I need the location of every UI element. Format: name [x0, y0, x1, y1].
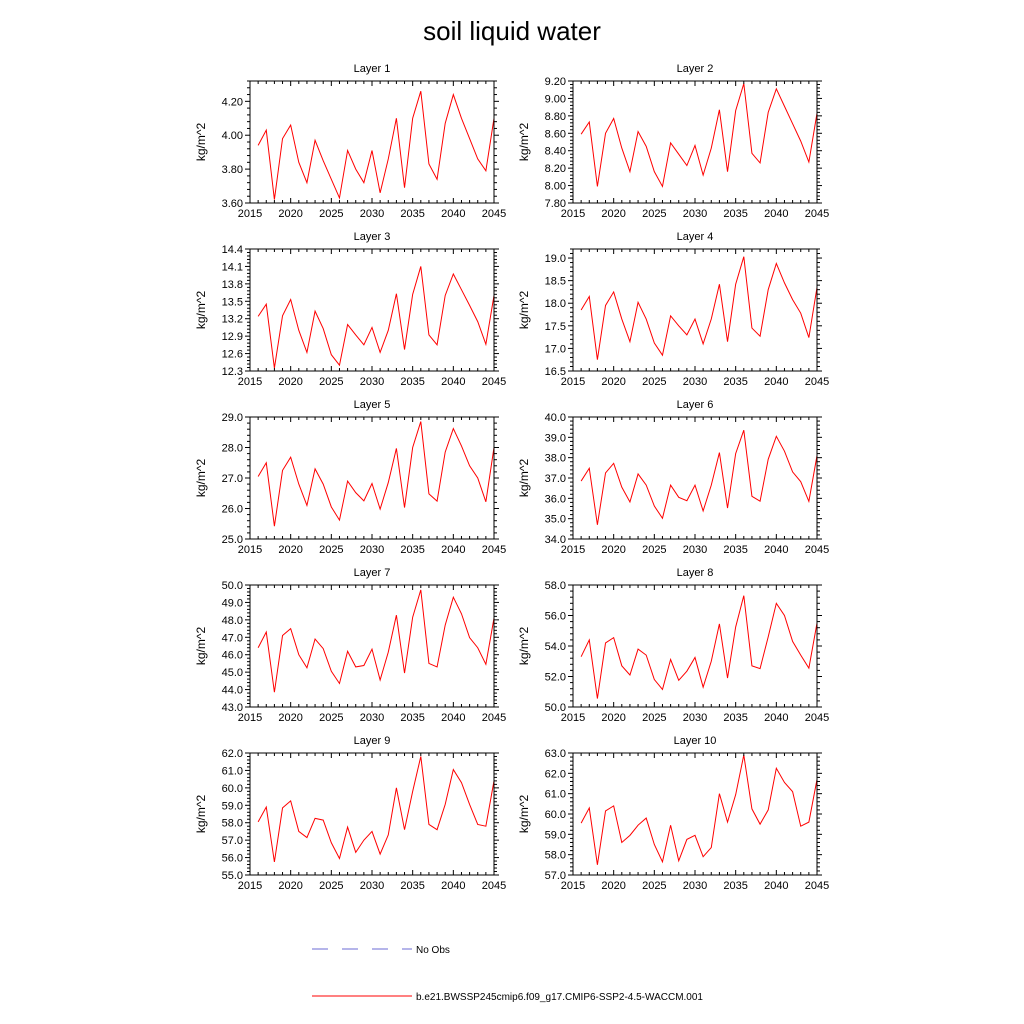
x-tick-label: 2045: [481, 376, 507, 388]
x-tick-label: 2035: [400, 208, 425, 220]
x-tick-label: 2030: [682, 376, 708, 388]
x-tick-label: 2020: [278, 376, 303, 388]
panel-title: Layer 7: [353, 567, 391, 579]
plot-frame: [573, 81, 817, 203]
series-line: [581, 84, 817, 187]
panel-title: Layer 5: [353, 399, 391, 411]
x-tick-label: 2045: [481, 712, 507, 724]
y-tick-label: 34.0: [544, 534, 566, 546]
y-tick-label: 62.0: [221, 748, 243, 760]
series-line: [258, 590, 494, 692]
y-tick-label: 45.0: [221, 667, 243, 680]
x-tick-label: 2035: [400, 880, 425, 892]
y-tick-label: 12.6: [221, 348, 243, 361]
y-tick-label: 59.0: [221, 800, 243, 813]
panel-layer-4: [517, 231, 829, 388]
x-tick-label: 2035: [400, 544, 425, 556]
x-tick-label: 2015: [560, 712, 586, 724]
y-tick-label: 8.40: [544, 145, 566, 158]
x-tick-label: 2015: [560, 208, 586, 220]
panel-title: Layer 3: [353, 231, 391, 243]
y-tick-label: 58.0: [544, 849, 566, 862]
y-tick-label: 35.0: [544, 513, 566, 526]
y-tick-label: 26.0: [221, 503, 243, 516]
plot-frame: [250, 81, 494, 203]
x-tick-label: 2030: [682, 712, 708, 724]
x-tick-label: 2025: [319, 880, 344, 892]
x-tick-label: 2030: [682, 208, 708, 220]
plot-frame: [250, 753, 494, 875]
y-tick-label: 8.20: [544, 163, 566, 176]
x-tick-label: 2025: [319, 544, 344, 556]
y-tick-label: 14.4: [221, 244, 243, 256]
y-tick-label: 46.0: [221, 649, 243, 662]
y-tick-label: 57.0: [544, 870, 566, 882]
x-tick-label: 2025: [642, 376, 667, 388]
series-line: [581, 257, 817, 360]
x-tick-label: 2015: [237, 712, 263, 724]
y-axis-label: kg/m^2: [517, 458, 531, 498]
y-tick-label: 18.0: [544, 298, 566, 311]
x-tick-label: 2035: [723, 880, 748, 892]
x-tick-label: 2030: [359, 880, 385, 892]
x-tick-label: 2040: [441, 376, 466, 388]
y-tick-label: 17.5: [544, 320, 566, 333]
y-tick-label: 9.20: [544, 76, 566, 88]
x-tick-label: 2040: [441, 208, 466, 220]
panel-title: Layer 10: [673, 735, 717, 747]
x-tick-label: 2030: [359, 376, 385, 388]
panel-layer-8: [517, 567, 829, 724]
x-tick-label: 2045: [481, 208, 507, 220]
x-tick-label: 2015: [560, 376, 586, 388]
y-tick-label: 16.5: [544, 366, 566, 378]
y-tick-label: 58.0: [544, 580, 566, 592]
legend-label-model: b.e21.BWSSP245cmip6.f09_g17.CMIP6-SSP2-4.5-WACCM.001: [416, 992, 703, 1003]
x-tick-label: 2030: [359, 544, 385, 556]
series-line: [581, 596, 817, 699]
y-axis-label: kg/m^2: [517, 122, 531, 162]
y-tick-label: 48.0: [221, 614, 243, 627]
x-tick-label: 2020: [278, 208, 303, 220]
panel-layer-10: [517, 735, 829, 892]
series-line: [258, 756, 494, 861]
plot-frame: [250, 417, 494, 539]
x-tick-label: 2015: [237, 880, 263, 892]
plot-frame: [250, 585, 494, 707]
x-tick-label: 2020: [601, 712, 626, 724]
y-tick-label: 39.0: [544, 432, 566, 445]
panel-layer-1: [194, 63, 506, 220]
y-tick-label: 52.0: [544, 671, 566, 684]
x-tick-label: 2020: [278, 712, 303, 724]
y-tick-label: 3.80: [221, 164, 243, 177]
y-tick-label: 61.0: [544, 788, 566, 801]
x-tick-label: 2035: [723, 544, 748, 556]
y-tick-label: 50.0: [221, 580, 243, 592]
panel-layer-7: [194, 567, 506, 724]
x-tick-label: 2020: [601, 376, 626, 388]
x-tick-label: 2045: [804, 544, 830, 556]
x-tick-label: 2030: [682, 880, 708, 892]
y-tick-label: 7.80: [544, 198, 566, 210]
legend: [312, 945, 703, 1003]
y-tick-label: 19.0: [544, 253, 566, 266]
y-tick-label: 27.0: [221, 473, 243, 485]
y-axis-label: kg/m^2: [194, 626, 208, 666]
y-tick-label: 28.0: [221, 442, 243, 455]
panel-layer-3: [194, 231, 506, 388]
y-tick-label: 62.0: [544, 768, 566, 781]
x-tick-label: 2045: [481, 880, 507, 892]
x-tick-label: 2025: [642, 880, 667, 892]
plot-frame: [573, 417, 817, 539]
y-tick-label: 44.0: [221, 684, 243, 697]
x-tick-label: 2020: [601, 544, 626, 556]
x-tick-label: 2045: [804, 376, 830, 388]
y-axis-label: kg/m^2: [194, 122, 208, 162]
y-tick-label: 50.0: [544, 702, 566, 714]
y-tick-label: 57.0: [221, 835, 243, 848]
y-tick-label: 36.0: [544, 493, 566, 506]
plot-frame: [573, 249, 817, 371]
y-tick-label: 60.0: [544, 809, 566, 821]
y-tick-label: 47.0: [221, 632, 243, 645]
x-tick-label: 2015: [237, 208, 263, 220]
y-axis-label: kg/m^2: [194, 290, 208, 330]
y-tick-label: 59.0: [544, 829, 566, 842]
x-tick-label: 2045: [804, 880, 830, 892]
y-tick-label: 56.0: [221, 852, 243, 865]
x-tick-label: 2035: [723, 712, 748, 724]
y-tick-label: 17.0: [544, 343, 566, 356]
y-tick-label: 13.8: [221, 278, 243, 291]
panel-layer-5: [194, 399, 506, 556]
y-tick-label: 61.0: [221, 765, 243, 778]
panel-layer-6: [517, 399, 829, 556]
x-tick-label: 2025: [319, 712, 344, 724]
x-tick-label: 2025: [319, 376, 344, 388]
panel-title: Layer 2: [676, 63, 714, 75]
x-tick-label: 2020: [601, 880, 626, 892]
y-axis-label: kg/m^2: [517, 794, 531, 834]
series-line: [581, 430, 817, 525]
x-tick-label: 2045: [804, 208, 830, 220]
y-axis-label: kg/m^2: [194, 794, 208, 834]
y-tick-label: 13.5: [221, 296, 243, 309]
plot-frame: [573, 585, 817, 707]
x-tick-label: 2045: [804, 712, 830, 724]
y-tick-label: 43.0: [221, 702, 243, 714]
y-tick-label: 25.0: [221, 534, 243, 546]
y-tick-label: 63.0: [544, 748, 566, 760]
x-tick-label: 2045: [481, 544, 507, 556]
x-tick-label: 2015: [560, 544, 586, 556]
y-tick-label: 8.60: [544, 128, 566, 141]
x-tick-label: 2040: [764, 376, 789, 388]
y-tick-label: 18.5: [544, 275, 566, 288]
x-tick-label: 2040: [441, 544, 466, 556]
figure-title: soil liquid water: [423, 16, 601, 46]
y-tick-label: 38.0: [544, 452, 566, 465]
y-tick-label: 4.20: [221, 96, 243, 109]
x-tick-label: 2020: [601, 208, 626, 220]
x-tick-label: 2035: [400, 712, 425, 724]
x-tick-label: 2030: [359, 712, 385, 724]
y-tick-label: 14.1: [221, 261, 243, 274]
panel-title: Layer 4: [676, 231, 714, 243]
y-axis-label: kg/m^2: [194, 458, 208, 498]
panel-title: Layer 1: [353, 63, 391, 75]
series-line: [258, 266, 494, 368]
series-line: [581, 755, 817, 865]
series-line: [258, 91, 494, 199]
plot-frame: [250, 249, 494, 371]
x-tick-label: 2040: [764, 880, 789, 892]
y-tick-label: 8.80: [544, 110, 566, 123]
x-tick-label: 2025: [642, 208, 667, 220]
panel-layer-9: [194, 735, 506, 892]
y-tick-label: 54.0: [544, 641, 566, 653]
x-tick-label: 2025: [642, 712, 667, 724]
x-tick-label: 2040: [764, 712, 789, 724]
x-tick-label: 2035: [723, 376, 748, 388]
x-tick-label: 2025: [642, 544, 667, 556]
x-tick-label: 2015: [237, 544, 263, 556]
y-tick-label: 29.0: [221, 412, 243, 424]
y-tick-label: 49.0: [221, 597, 243, 610]
x-tick-label: 2040: [764, 544, 789, 556]
x-tick-label: 2020: [278, 880, 303, 892]
y-tick-label: 55.0: [221, 870, 243, 882]
x-tick-label: 2040: [764, 208, 789, 220]
legend-label-no-obs: No Obs: [416, 945, 450, 956]
x-tick-label: 2040: [441, 712, 466, 724]
y-tick-label: 58.0: [221, 817, 243, 830]
y-tick-label: 12.9: [221, 331, 243, 344]
y-tick-label: 4.00: [221, 130, 243, 143]
panel-title: Layer 9: [353, 735, 391, 747]
x-tick-label: 2030: [359, 208, 385, 220]
y-tick-label: 60.0: [221, 782, 243, 795]
y-tick-label: 13.2: [221, 313, 243, 326]
x-tick-label: 2040: [441, 880, 466, 892]
y-tick-label: 12.3: [221, 366, 243, 378]
x-tick-label: 2035: [400, 376, 425, 388]
panel-title: Layer 6: [676, 399, 714, 411]
x-tick-label: 2030: [682, 544, 708, 556]
panel-title: Layer 8: [676, 567, 714, 579]
y-tick-label: 40.0: [544, 412, 566, 424]
x-tick-label: 2020: [278, 544, 303, 556]
panels: [194, 63, 829, 892]
y-tick-label: 3.60: [221, 198, 243, 210]
x-tick-label: 2035: [723, 208, 748, 220]
x-tick-label: 2025: [319, 208, 344, 220]
y-axis-label: kg/m^2: [517, 290, 531, 330]
y-tick-label: 9.00: [544, 93, 566, 106]
series-line: [258, 422, 494, 527]
y-tick-label: 56.0: [544, 610, 566, 623]
x-tick-label: 2015: [560, 880, 586, 892]
x-tick-label: 2015: [237, 376, 263, 388]
y-tick-label: 8.00: [544, 180, 566, 193]
y-axis-label: kg/m^2: [517, 626, 531, 666]
plot-frame: [573, 753, 817, 875]
y-tick-label: 37.0: [544, 473, 566, 485]
panel-layer-2: [517, 63, 829, 220]
